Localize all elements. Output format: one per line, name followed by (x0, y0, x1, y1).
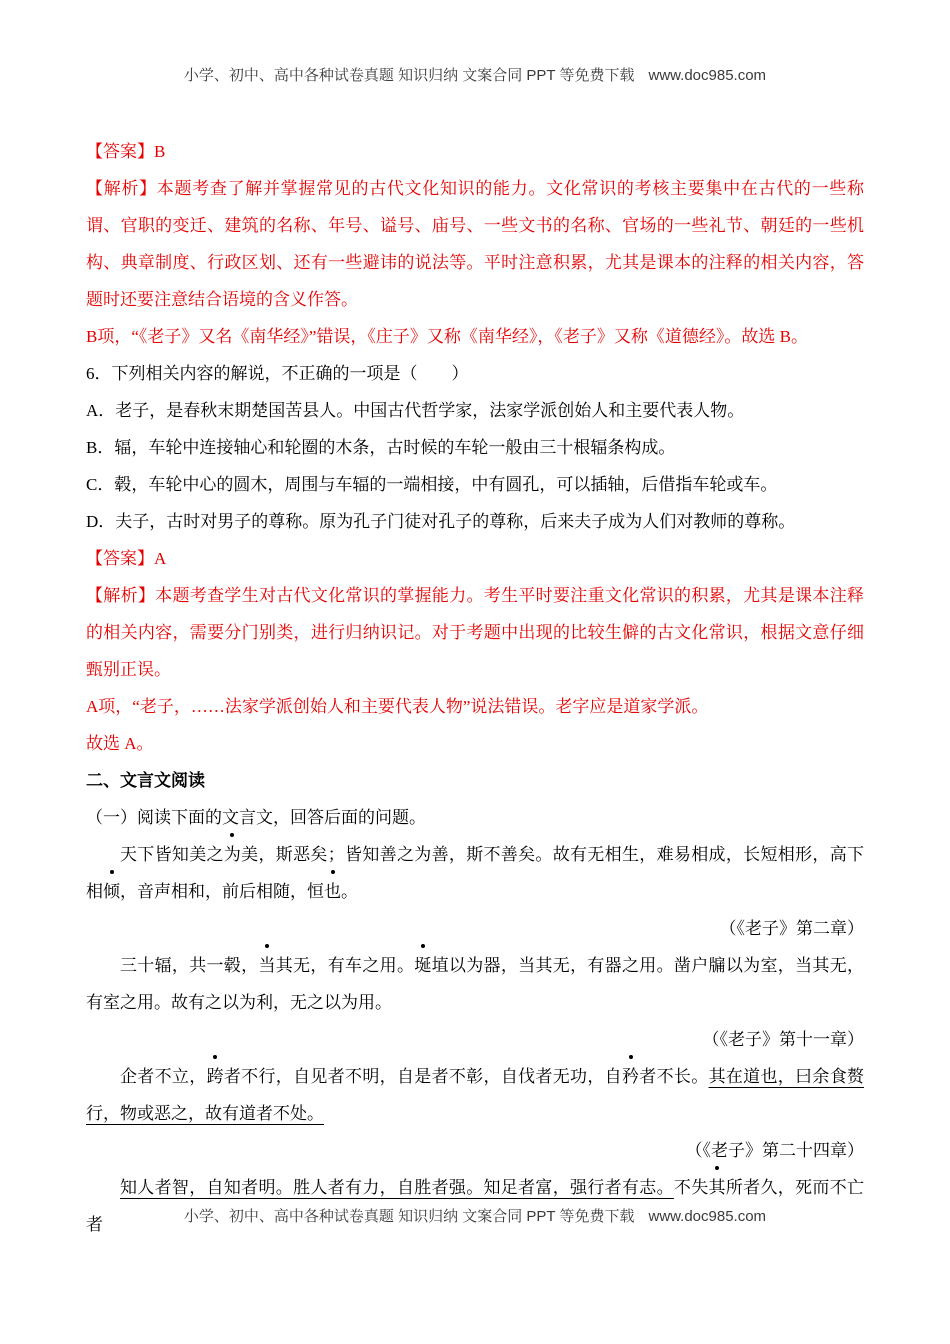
emphasis-dot-char: 埏 (414, 947, 431, 984)
text-run: A．老子，是春秋末期楚国苦县人。中国古代哲学家，法家学派创始人和主要代表人物。 (86, 401, 745, 420)
header-site-link[interactable]: www.doc985.com (648, 67, 767, 84)
text-run: ，音声相和，前后相随，恒 (120, 882, 324, 901)
passage-laozi-chapter-11 (86, 947, 864, 1021)
emphasis-dot-char: 也 (324, 873, 341, 910)
emphasis-dot-char: 当 (258, 947, 275, 984)
text-run: 者不行，自见者不明，自是者不彰，自伐者无功，自 (223, 1067, 622, 1086)
analysis-paragraph-q6 (86, 577, 864, 688)
page-header (0, 64, 950, 85)
text-run: 三十辐，共一毂， (120, 956, 259, 975)
source-laozi-chapter-24 (86, 1132, 864, 1169)
section-heading-2 (86, 762, 864, 799)
question-6-option-d (86, 503, 864, 540)
question-6-option-c (86, 466, 864, 503)
analysis-paragraph-q5 (86, 170, 864, 318)
question-6-option-a (86, 392, 864, 429)
emphasis-dot-char: 跨 (207, 1058, 224, 1095)
footer-site-link[interactable]: www.doc985.com (648, 1208, 767, 1225)
text-run: B项，“《老子》又名《南华经》”错误，《庄子》又称《南华经》，《老子》又称《道德经》。故选 B。 (86, 327, 809, 346)
text-run: 故选 A。 (86, 734, 154, 753)
underlined-text: 其在道也，曰余食赘行，物或恶之，故有道者不处。 (86, 1067, 865, 1123)
text-run: 者不长。 (639, 1067, 709, 1086)
text-run: C．毂，车轮中心的圆木，周围与车辐的一端相接，中有圆孔，可以插轴，后借指车轮或车。 (86, 475, 778, 494)
answer-line-q6 (86, 540, 864, 577)
text-run: 埴以为器，当其无，有器之用。凿户牖以为室，当其无，有室之用。故有之以为利，无之以为用。 (86, 956, 865, 1012)
text-run: 二、文言文阅读 (86, 771, 205, 790)
text-run: D．夫子，古时对男子的尊称。原为孔子门徒对孔子的尊称，后来夫子成为人们对教师的尊称。 (86, 512, 796, 531)
text-run: （《老子》第十一章） (702, 1030, 864, 1049)
text-run: 【答案】B (86, 142, 166, 161)
source-laozi-chapter-11 (86, 1021, 864, 1058)
emphasis-dot-char: 矜 (622, 1058, 639, 1095)
passage-laozi-chapter-24 (86, 1058, 864, 1132)
question-6-option-b (86, 429, 864, 466)
text-run: B．辐，车轮中连接轴心和轮圈的木条，古时候的车轮一般由三十根辐条构成。 (86, 438, 676, 457)
answer-line-q5 (86, 133, 864, 170)
text-run: 所者久，死而不亡者 (86, 1178, 865, 1234)
text-run: （《老子》第二十四章） (685, 1141, 864, 1160)
text-run: 企者不立， (120, 1067, 207, 1086)
document-content (86, 133, 864, 1243)
underlined-text: 知人者智，自知者明。胜人者有力，自胜者强。知足者富，强行者有志。 (120, 1178, 674, 1197)
reading-instruction (86, 799, 864, 836)
text-run: 不失 (673, 1178, 709, 1197)
page-footer (0, 1205, 950, 1226)
text-run: 6．下列相关内容的解说，不正确的一项是（ ） (86, 364, 469, 383)
source-laozi-chapter-2 (86, 910, 864, 947)
emphasis-dot-char: 倾 (103, 873, 120, 910)
text-run: 【解析】本题考查学生对古代文化常识的掌握能力。考生平时要注重文化常识的积累，尤其是课本注释的相关内容，需要分门别类，进行归纳识记。对于考题中出现的比较生僻的古文化常识，根据文意仔细甄别正误。 (86, 586, 864, 679)
text-run: 其无，有车之用。 (275, 956, 415, 975)
text-run: 【答案】A (86, 549, 167, 568)
analysis-a-item-q6 (86, 688, 864, 725)
text-run: 【解析】本题考查了解并掌握常见的古代文化知识的能力。文化常识的考核主要集中在古代的一些称谓、官职的变迁、建筑的名称、年号、谥号、庙号、一些文书的名称、官场的一些礼节、朝廷的一些机构、典章制度、行政区划、还有一些避讳的说法等。平时注意积累，尤其是课本的注释的相关内容，答题时还要注意结合语境的含义作答。 (86, 179, 864, 309)
emphasis-dot-char: 为 (224, 836, 241, 873)
analysis-conclusion-q6 (86, 725, 864, 762)
analysis-conclusion-q5 (86, 318, 864, 355)
text-run: （一）阅读下面的文言文，回答后面的问题。 (86, 808, 426, 827)
passage-laozi-chapter-2 (86, 836, 864, 910)
text-run: （《老子》第二章） (719, 919, 864, 938)
text-run: A项，“老子，……法家学派创始人和主要代表人物”说法错误。老字应是道家学派。 (86, 697, 709, 716)
question-6-stem (86, 355, 864, 392)
text-run: 天下皆知美之 (120, 845, 224, 864)
header-promo-text: 小学、初中、高中各种试卷真题 知识归纳 文案合同 PPT 等免费下载 (183, 67, 635, 84)
footer-promo-text: 小学、初中、高中各种试卷真题 知识归纳 文案合同 PPT 等免费下载 (183, 1208, 635, 1225)
text-run: 。 (341, 882, 358, 901)
emphasis-dot-char: 其 (709, 1169, 726, 1206)
text-run: 美，斯恶矣；皆知善之为善，斯不善矣。故有无相生，难易相成，长短相形，高下相 (86, 845, 865, 901)
